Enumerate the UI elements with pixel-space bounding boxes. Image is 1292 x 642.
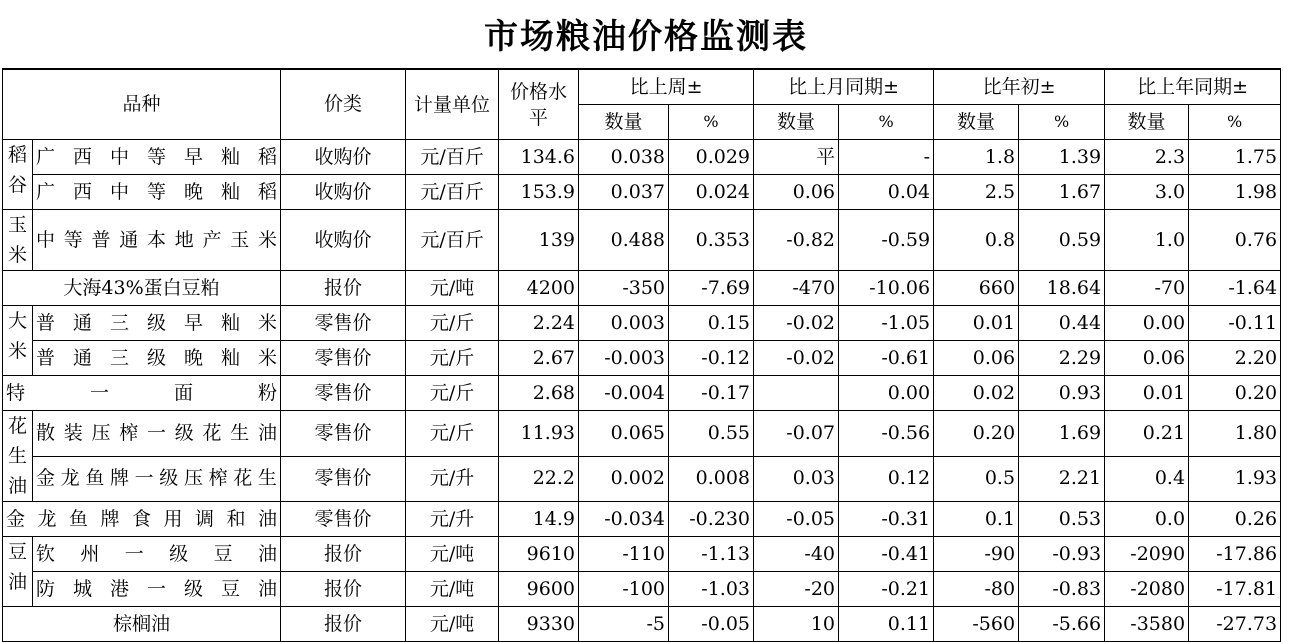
w-qty-cell: 0.037 <box>579 175 669 210</box>
variety-name: 防 城 港 一 级 豆 油 <box>33 572 281 607</box>
m-qty-cell: 0.03 <box>754 456 839 502</box>
header-qty: 数量 <box>934 105 1019 140</box>
ly-pct-cell: -0.11 <box>1189 306 1281 341</box>
ly-qty-cell: 0.06 <box>1105 341 1189 376</box>
table-row <box>3 140 1281 175</box>
ly-qty-cell: -70 <box>1105 271 1189 306</box>
m-qty-cell: 10 <box>754 607 839 642</box>
y-qty-cell: -80 <box>934 572 1019 607</box>
y-qty-cell: 1.8 <box>934 140 1019 175</box>
y-pct-cell: -0.83 <box>1019 572 1105 607</box>
ly-pct-cell: 0.76 <box>1189 210 1281 271</box>
price-type: 零售价 <box>281 502 406 537</box>
y-pct-cell: -5.66 <box>1019 607 1105 642</box>
ly-pct-cell: -17.86 <box>1189 537 1281 572</box>
variety-name: 散 装 压 榨 一 级 花 生 油 <box>33 411 281 457</box>
header-qty: 数量 <box>1105 105 1189 140</box>
m-qty-cell: -0.82 <box>754 210 839 271</box>
table-row <box>3 210 1281 271</box>
ly-pct-cell: -27.73 <box>1189 607 1281 642</box>
page-title: 市场粮油价格监测表 <box>484 16 808 57</box>
price-level: 139 <box>499 210 579 271</box>
table-row <box>3 306 1281 341</box>
price-type: 零售价 <box>281 456 406 502</box>
table-row <box>3 376 1281 411</box>
header-price-level: 价格水平 <box>499 69 579 140</box>
w-qty-cell: 0.002 <box>579 456 669 502</box>
w-qty-cell: -110 <box>579 537 669 572</box>
unit: 元/升 <box>406 456 499 502</box>
w-qty-cell: 0.038 <box>579 140 669 175</box>
ly-qty-cell: -3580 <box>1105 607 1189 642</box>
ly-pct-cell: 2.20 <box>1189 341 1281 376</box>
price-level: 2.24 <box>499 306 579 341</box>
y-qty-cell: 0.20 <box>934 411 1019 457</box>
y-pct-cell: 18.64 <box>1019 271 1105 306</box>
unit: 元/百斤 <box>406 175 499 210</box>
y-pct-cell: 0.53 <box>1019 502 1105 537</box>
w-qty-cell: -0.004 <box>579 376 669 411</box>
category-cell: 玉米 <box>3 210 33 271</box>
m-pct-cell: -10.06 <box>839 271 934 306</box>
m-qty-cell: -470 <box>754 271 839 306</box>
unit: 元/吨 <box>406 607 499 642</box>
w-pct-cell: 0.029 <box>669 140 754 175</box>
y-qty-cell: 2.5 <box>934 175 1019 210</box>
price-type: 零售价 <box>281 411 406 457</box>
price-level: 11.93 <box>499 411 579 457</box>
ly-pct-cell: 0.20 <box>1189 376 1281 411</box>
ly-pct-cell: -17.81 <box>1189 572 1281 607</box>
unit: 元/斤 <box>406 411 499 457</box>
ly-pct-cell: 1.80 <box>1189 411 1281 457</box>
w-qty-cell: -0.034 <box>579 502 669 537</box>
table-row <box>3 175 1281 210</box>
price-level: 9600 <box>499 572 579 607</box>
price-level: 22.2 <box>499 456 579 502</box>
ly-qty-cell: 2.3 <box>1105 140 1189 175</box>
ly-qty-cell: 0.21 <box>1105 411 1189 457</box>
table-row <box>3 572 1281 607</box>
m-pct-cell: 0.11 <box>839 607 934 642</box>
price-table <box>2 68 1281 642</box>
unit: 元/吨 <box>406 537 499 572</box>
unit: 元/斤 <box>406 341 499 376</box>
w-pct-cell: 0.15 <box>669 306 754 341</box>
w-pct-cell: 0.008 <box>669 456 754 502</box>
price-type: 零售价 <box>281 306 406 341</box>
header-pct: % <box>1189 105 1281 140</box>
m-pct-cell: - <box>839 140 934 175</box>
m-pct-cell: 0.00 <box>839 376 934 411</box>
table-row <box>3 456 1281 502</box>
w-pct-cell: -7.69 <box>669 271 754 306</box>
unit: 元/斤 <box>406 306 499 341</box>
category-cell: 稻谷 <box>3 140 33 210</box>
y-pct-cell: 2.21 <box>1019 456 1105 502</box>
m-qty-cell: -0.02 <box>754 341 839 376</box>
w-pct-cell: 0.55 <box>669 411 754 457</box>
price-type: 零售价 <box>281 341 406 376</box>
ly-qty-cell: 3.0 <box>1105 175 1189 210</box>
table-row <box>3 537 1281 572</box>
header-vs-year-start: 比年初± <box>934 69 1105 105</box>
y-pct-cell: 1.67 <box>1019 175 1105 210</box>
ly-qty-cell: 0.00 <box>1105 306 1189 341</box>
header-qty: 数量 <box>754 105 839 140</box>
y-qty-cell: 0.1 <box>934 502 1019 537</box>
variety-name: 广 西 中 等 晚 籼 稻 <box>33 175 281 210</box>
ly-qty-cell: 0.0 <box>1105 502 1189 537</box>
price-level: 14.9 <box>499 502 579 537</box>
y-qty-cell: 0.01 <box>934 306 1019 341</box>
price-level: 134.6 <box>499 140 579 175</box>
m-pct-cell: -0.31 <box>839 502 934 537</box>
y-qty-cell: 0.5 <box>934 456 1019 502</box>
price-level: 9610 <box>499 537 579 572</box>
m-pct-cell: -1.05 <box>839 306 934 341</box>
variety-name: 金 龙 鱼 牌 一 级 压 榨 花 生 <box>33 456 281 502</box>
variety-name: 中 等 普 通 本 地 产 玉 米 <box>33 210 281 271</box>
m-pct-cell: -0.59 <box>839 210 934 271</box>
variety-name: 普 通 三 级 早 籼 米 <box>33 306 281 341</box>
y-qty-cell: 0.06 <box>934 341 1019 376</box>
price-level: 153.9 <box>499 175 579 210</box>
header-vs-last-month: 比上月同期± <box>754 69 934 105</box>
header-pct: % <box>839 105 934 140</box>
m-qty-cell: -0.05 <box>754 502 839 537</box>
ly-qty-cell: 0.01 <box>1105 376 1189 411</box>
category-cell: 大米 <box>3 306 33 376</box>
unit: 元/百斤 <box>406 210 499 271</box>
w-qty-cell: 0.065 <box>579 411 669 457</box>
price-type: 收购价 <box>281 175 406 210</box>
table-row <box>3 271 1281 306</box>
table-row <box>3 607 1281 642</box>
variety-name: 棕榈油 <box>3 607 281 642</box>
m-qty-cell: 0.06 <box>754 175 839 210</box>
m-pct-cell: 0.04 <box>839 175 934 210</box>
ly-pct-cell: 0.26 <box>1189 502 1281 537</box>
m-pct-cell: -0.41 <box>839 537 934 572</box>
variety-name: 广 西 中 等 早 籼 稻 <box>33 140 281 175</box>
variety-name: 普 通 三 级 晚 籼 米 <box>33 341 281 376</box>
y-pct-cell: 1.69 <box>1019 411 1105 457</box>
ly-qty-cell: 0.4 <box>1105 456 1189 502</box>
category-cell: 豆油 <box>3 537 33 607</box>
y-pct-cell: 0.93 <box>1019 376 1105 411</box>
w-qty-cell: -0.003 <box>579 341 669 376</box>
y-qty-cell: 660 <box>934 271 1019 306</box>
w-pct-cell: -0.230 <box>669 502 754 537</box>
price-level: 9330 <box>499 607 579 642</box>
price-type: 报价 <box>281 271 406 306</box>
variety-name: 钦 州 一 级 豆 油 <box>33 537 281 572</box>
y-pct-cell: -0.93 <box>1019 537 1105 572</box>
w-pct-cell: -1.13 <box>669 537 754 572</box>
w-qty-cell: -5 <box>579 607 669 642</box>
w-qty-cell: 0.488 <box>579 210 669 271</box>
y-pct-cell: 1.39 <box>1019 140 1105 175</box>
m-pct-cell: 0.12 <box>839 456 934 502</box>
variety-name: 大海43%蛋白豆粕 <box>3 271 281 306</box>
m-pct-cell: -0.21 <box>839 572 934 607</box>
header-pct: % <box>669 105 754 140</box>
w-pct-cell: 0.024 <box>669 175 754 210</box>
ly-qty-cell: -2090 <box>1105 537 1189 572</box>
w-pct-cell: -1.03 <box>669 572 754 607</box>
price-type: 零售价 <box>281 376 406 411</box>
y-pct-cell: 0.59 <box>1019 210 1105 271</box>
ly-qty-cell: 1.0 <box>1105 210 1189 271</box>
header-unit: 计量单位 <box>406 69 499 140</box>
w-pct-cell: -0.05 <box>669 607 754 642</box>
price-type: 报价 <box>281 572 406 607</box>
ly-pct-cell: -1.64 <box>1189 271 1281 306</box>
m-qty-cell: -40 <box>754 537 839 572</box>
w-qty-cell: -350 <box>579 271 669 306</box>
table-row <box>3 502 1281 537</box>
unit: 元/百斤 <box>406 140 499 175</box>
y-qty-cell: 0.02 <box>934 376 1019 411</box>
w-qty-cell: -100 <box>579 572 669 607</box>
w-qty-cell: 0.003 <box>579 306 669 341</box>
w-pct-cell: 0.353 <box>669 210 754 271</box>
price-type: 收购价 <box>281 140 406 175</box>
w-pct-cell: -0.12 <box>669 341 754 376</box>
m-qty-cell <box>754 376 839 411</box>
variety-name: 特 一 面 粉 <box>3 376 281 411</box>
price-type: 收购价 <box>281 210 406 271</box>
m-qty-cell: -0.02 <box>754 306 839 341</box>
m-pct-cell: -0.61 <box>839 341 934 376</box>
table-row <box>3 341 1281 376</box>
header-vs-last-week: 比上周± <box>579 69 754 105</box>
price-level: 2.67 <box>499 341 579 376</box>
m-qty-cell: 平 <box>754 140 839 175</box>
m-pct-cell: -0.56 <box>839 411 934 457</box>
ly-pct-cell: 1.98 <box>1189 175 1281 210</box>
category-cell: 花生油 <box>3 411 33 502</box>
y-pct-cell: 0.44 <box>1019 306 1105 341</box>
price-level: 4200 <box>499 271 579 306</box>
y-qty-cell: 0.8 <box>934 210 1019 271</box>
header-pct: % <box>1019 105 1105 140</box>
m-qty-cell: -0.07 <box>754 411 839 457</box>
y-qty-cell: -560 <box>934 607 1019 642</box>
variety-name: 金 龙 鱼 牌 食 用 调 和 油 <box>3 502 281 537</box>
ly-pct-cell: 1.75 <box>1189 140 1281 175</box>
y-pct-cell: 2.29 <box>1019 341 1105 376</box>
m-qty-cell: -20 <box>754 572 839 607</box>
ly-pct-cell: 1.93 <box>1189 456 1281 502</box>
header-qty: 数量 <box>579 105 669 140</box>
unit: 元/吨 <box>406 572 499 607</box>
unit: 元/升 <box>406 502 499 537</box>
unit: 元/吨 <box>406 271 499 306</box>
table-row <box>3 411 1281 457</box>
y-qty-cell: -90 <box>934 537 1019 572</box>
header-variety: 品种 <box>3 69 281 140</box>
unit: 元/斤 <box>406 376 499 411</box>
header-price-type: 价类 <box>281 69 406 140</box>
price-type: 报价 <box>281 607 406 642</box>
ly-qty-cell: -2080 <box>1105 572 1189 607</box>
w-pct-cell: -0.17 <box>669 376 754 411</box>
header-vs-last-year: 比上年同期± <box>1105 69 1281 105</box>
price-level: 2.68 <box>499 376 579 411</box>
price-type: 报价 <box>281 537 406 572</box>
